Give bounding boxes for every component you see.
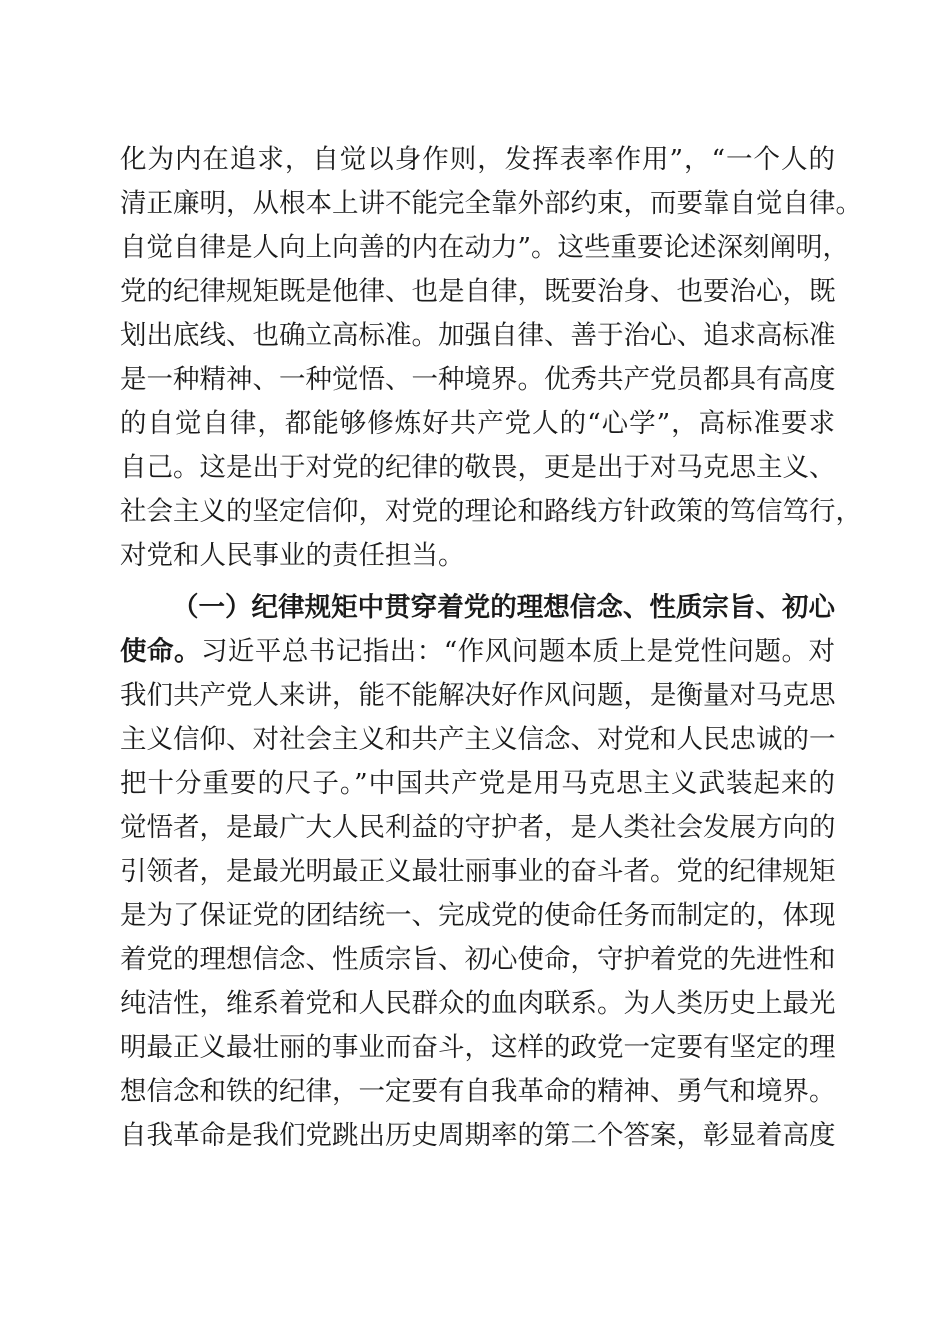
paragraph-line: 划出底线、也确立高标准。加强自律、善于治心、追求高标准 [120, 320, 836, 351]
paragraph-line: 我们共产党人来讲，能不能解决好作风问题，是衡量对马克思 [120, 680, 836, 711]
section-heading-continuation-line [120, 632, 835, 672]
paragraph-line: 主义信仰、对社会主义和共产主义信念、对党和人民忠诚的一 [120, 724, 836, 755]
paragraph-line: 觉悟者，是最广大人民利益的守护者，是人类社会发展方向的 [120, 812, 836, 843]
paragraph-line: 着党的理想信念、性质宗旨、初心使命，守护着党的先进性和 [120, 944, 836, 975]
section-heading-continuation: 使命。 [120, 636, 201, 667]
paragraph-line: 自觉自律是人向上向善的内在动力”。这些重要论述深刻阐明， [120, 232, 850, 263]
paragraph-line: 明最正义最壮丽的事业而奋斗，这样的政党一定要有坚定的理 [120, 1032, 836, 1063]
paragraph-line: 清正廉明，从根本上讲不能完全靠外部约束，而要靠自觉自律。 [120, 188, 862, 219]
paragraph-line: 对党和人民事业的责任担当。 [120, 540, 465, 571]
paragraph-line: 自我革命是我们党跳出历史周期率的第二个答案，彰显着高度 [120, 1120, 836, 1151]
paragraph-line: 引领者，是最光明最正义最壮丽事业的奋斗者。党的纪律规矩 [120, 856, 836, 887]
section-body-text: 习近平总书记指出：“作风问题本质上是党性问题。对 [200, 636, 835, 667]
paragraph-line: 化为内在追求，自觉以身作则，发挥表率作用”，“一个人的 [120, 144, 835, 175]
paragraph-line: 纯洁性，维系着党和人民群众的血肉联系。为人类历史上最光 [120, 988, 836, 1019]
paragraph-line: 社会主义的坚定信仰，对党的理论和路线方针政策的笃信笃行， [120, 496, 862, 527]
paragraph-line: 是一种精神、一种觉悟、一种境界。优秀共产党员都具有高度 [120, 364, 836, 395]
section-heading: （一）纪律规矩中贯穿着党的理想信念、性质宗旨、初心 [172, 592, 835, 623]
paragraph-line: 自己。这是出于对党的纪律的敬畏，更是出于对马克思主义、 [120, 452, 836, 483]
paragraph-line: 把十分重要的尺子。”中国共产党是用马克思主义武装起来的 [120, 768, 835, 799]
paragraph-line: 党的纪律规矩既是他律、也是自律，既要治身、也要治心，既 [120, 276, 836, 307]
paragraph-line: 是为了保证党的团结统一、完成党的使命任务而制定的，体现 [120, 900, 836, 931]
paragraph-line: 的自觉自律，都能够修炼好共产党人的“心学”，高标准要求 [120, 408, 835, 439]
paragraph-line: 想信念和铁的纪律，一定要有自我革命的精神、勇气和境界。 [120, 1076, 836, 1107]
